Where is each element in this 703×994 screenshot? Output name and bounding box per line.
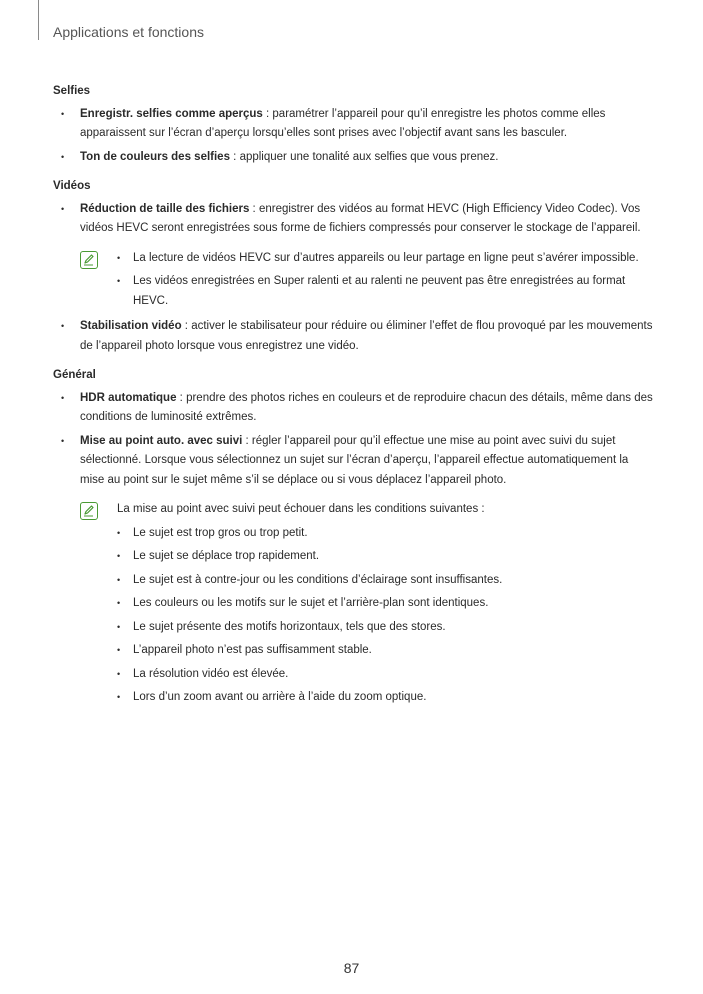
page-number: 87 [343, 960, 360, 976]
description: : paramétrer l’appareil pour qu’il enregistre les photos comme elles apparaissent sur l’écran d’aperçu lorsqu’elles sont prises avec l’objectif avant sans les basculer. [80, 107, 606, 139]
description: : prendre des photos riches en couleurs et de reproduire chacun des détails, même dans des conditions de luminosité extrêmes. [80, 391, 653, 423]
list-item [53, 389, 653, 428]
list-item [53, 148, 653, 168]
list-item [53, 200, 653, 239]
term: Enregistr. selfies comme aperçus [80, 107, 263, 120]
term: Mise au point auto. avec suivi [80, 434, 243, 447]
note-list [117, 249, 653, 312]
description: : régler l’appareil pour qu’il effectue une mise au point avec suivi du sujet sélectionné. Lorsque vous sélectionnez un sujet sur l’écran d’aperçu, l’appareil effectue automatiquement la mise au point sur le sujet même s’il se déplace ou si vous déplacez l’appareil photo. [80, 434, 629, 486]
section-title-selfies: Selfies [53, 85, 91, 97]
section-title-general: Général [53, 369, 96, 381]
note-item: • La lecture de vidéos HEVC sur d’autres appareils ou leur partage en ligne peut s’avérer impossible. [117, 249, 653, 269]
note-item: • Le sujet se déplace trop rapidement. [117, 547, 653, 567]
note-item: • Les couleurs ou les motifs sur le sujet et l’arrière-plan sont identiques. [117, 594, 653, 614]
note-item: • Les vidéos enregistrées en Super ralenti et au ralenti ne peuvent pas être enregistrées au format HEVC. [117, 272, 653, 311]
term: Ton de couleurs des selfies [80, 150, 230, 163]
note-box [80, 500, 653, 708]
note-pencil-icon [80, 502, 98, 520]
note-item: • La résolution vidéo est élevée. [117, 665, 653, 685]
page-header-title: Applications et fonctions [53, 24, 204, 40]
note-intro: La mise au point avec suivi peut échouer dans les conditions suivantes : [117, 503, 485, 515]
header-rule [38, 0, 39, 40]
section-title-videos: Vidéos [53, 180, 91, 192]
selfies-list [53, 105, 653, 168]
note-item: • Lors d’un zoom avant ou arrière à l’aide du zoom optique. [117, 688, 653, 708]
general-list [53, 389, 653, 491]
term: Stabilisation vidéo [80, 320, 182, 332]
list-item [53, 432, 653, 491]
videos-list [53, 200, 653, 239]
note-item: • Le sujet présente des motifs horizontaux, tels que des stores. [117, 618, 653, 638]
description: : appliquer une tonalité aux selfies que vous prenez. [229, 150, 499, 163]
term: HDR automatique [80, 391, 177, 404]
note-pencil-icon [80, 251, 98, 269]
note-list [117, 524, 653, 708]
videos-list-continued [53, 317, 653, 356]
list-item [53, 105, 653, 144]
description: : activer le stabilisateur pour réduire ou éliminer l’effet de flou provoqué par les mouvements de l’appareil photo lorsque vous enregistrez une vidéo. [80, 320, 653, 352]
note-item: • Le sujet est trop gros ou trop petit. [117, 524, 653, 544]
note-box [80, 249, 653, 312]
list-item [53, 317, 653, 356]
note-item: • Le sujet est à contre-jour ou les conditions d’éclairage sont insuffisantes. [117, 571, 653, 591]
document-body [53, 82, 653, 714]
note-item: • L’appareil photo n’est pas suffisamment stable. [117, 641, 653, 661]
term: Réduction de taille des fichiers [80, 202, 250, 215]
description: : enregistrer des vidéos au format HEVC (High Efficiency Video Codec). Vos vidéos HEVC seront enregistrées sous forme de fichiers compressés pour conserver le stockage de l’appareil. [80, 202, 641, 234]
